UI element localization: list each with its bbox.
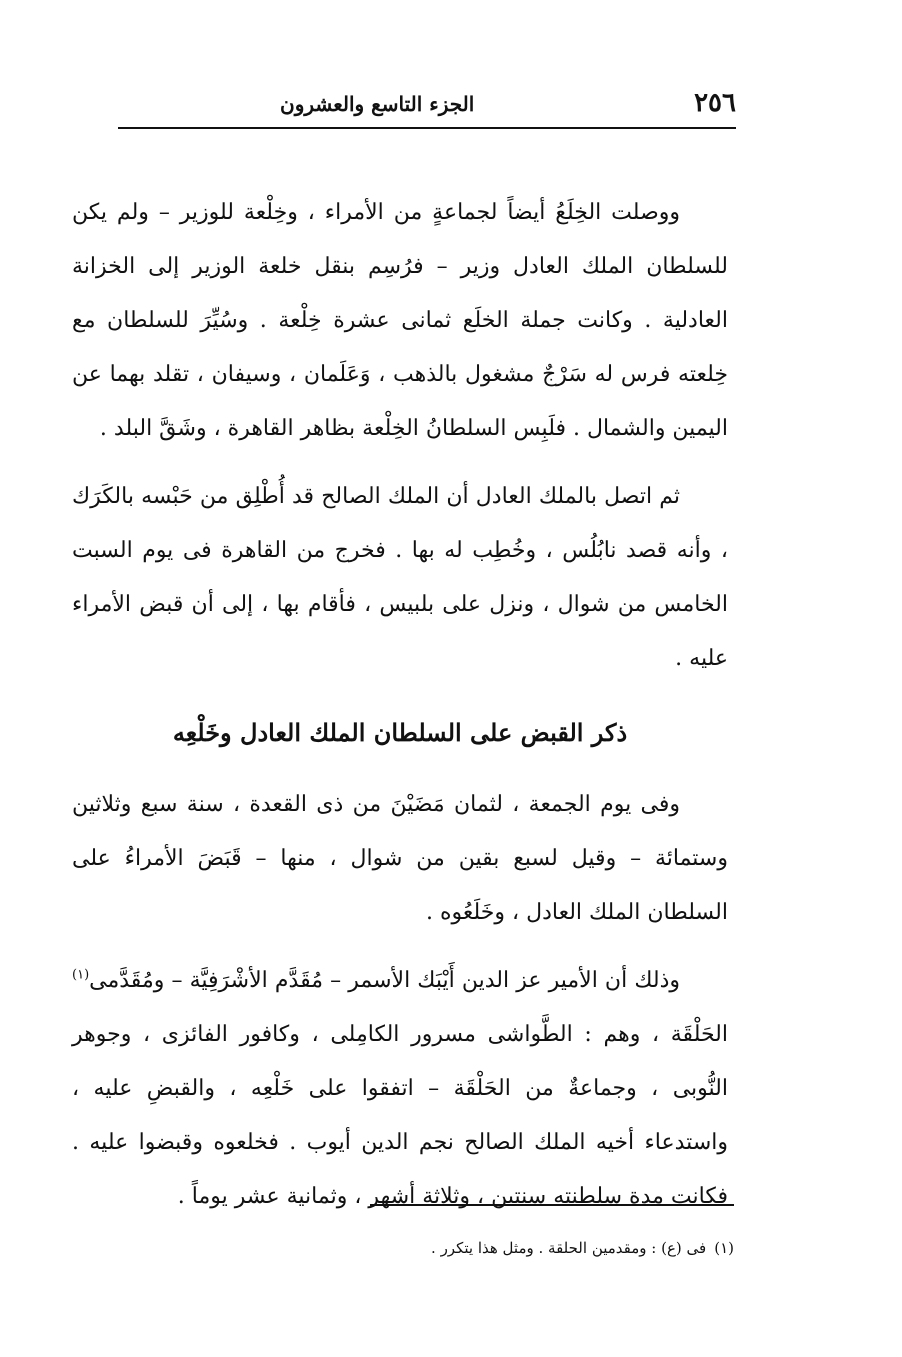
paragraph: ثم اتصل بالملك العادل أن الملك الصالح قد أُطْلِق من حَبْسه بالكَرَك ، وأنه قصد نابُلُس ، وخُطِب له بها . فخرج من القاهرة فى يوم السبت الخامس من شوال ، ونزل على بلبيس ، فأقام بها ، إلى أن قبض الأمراء عليه . — [72, 484, 728, 671]
paragraph: وفى يوم الجمعة ، لثمان مَضَيْنَ من ذى القعدة ، سنة سبع وثلاثين وستمائة – وقيل لسبع بقين من شوال ، منها – قَبَضَ الأمراءُ على السلطان الملك العادل ، وخَلَعُوه . — [72, 792, 728, 925]
footnote-reference[interactable]: (١) — [72, 967, 90, 983]
paragraph — [72, 954, 728, 1224]
paragraph-text: وذلك أن الأمير عز الدين أَيْبَك الأسمر – مُقَدَّم الأشْرَفِيَّة – ومُقَدَّمى — [89, 968, 680, 993]
page-header — [118, 84, 736, 128]
main-text — [72, 186, 728, 1224]
paragraph: ووصلت الخِلَعُ أيضاً لجماعةٍ من الأمراء ، وخِلْعة للوزير – ولم يكن للسلطان الملك العادل وزير – فرُسِم بنقل خلعة الوزير إلى الخزانة العادلية . وكانت جملة الخلَع ثمانى عشرة خِلْعة . وسُيِّرَ للسلطان مع خِلعته فرس له سَرْجٌ مشغول بالذهب ، وَعَلَمان ، وسيفان ، تقلد بهما عن اليمين والشمال . فلَبِس السلطانُ الخِلْعة بظاهر القاهرة ، وشَقَّ البلد . — [72, 200, 728, 441]
footnote-rule — [370, 1204, 734, 1206]
footnote — [340, 1234, 734, 1262]
paragraph-text: الحَلْقَة ، وهم : الطَّواشى مسرور الكامِلى ، وكافور الفائزى ، وجوهر النُّوبى ، وجماعةٌ من الحَلْقَة – اتفقوا على خَلْعِه ، والقبضِ عليه ، واستدعاء أخيه الملك الصالح نجم الدين أيوب . فخلعوه وقبضوا عليه . فكانت مدة سلطنته سنتين ، وثلاثة أشهر ، وثمانية عشر يوماً . — [72, 1022, 728, 1209]
page-number: ٢٥٦ — [694, 88, 736, 118]
section-heading: ذكر القبض على السلطان الملك العادل وخَلْعِه — [172, 718, 628, 747]
footnote-text: فى (ع) : ومقدمين الحلقة . ومثل هذا يتكرر . — [431, 1239, 707, 1257]
footnote-number: (١) — [714, 1239, 734, 1257]
running-head: الجزء التاسع والعشرون — [280, 92, 475, 116]
header-rule — [118, 127, 736, 129]
